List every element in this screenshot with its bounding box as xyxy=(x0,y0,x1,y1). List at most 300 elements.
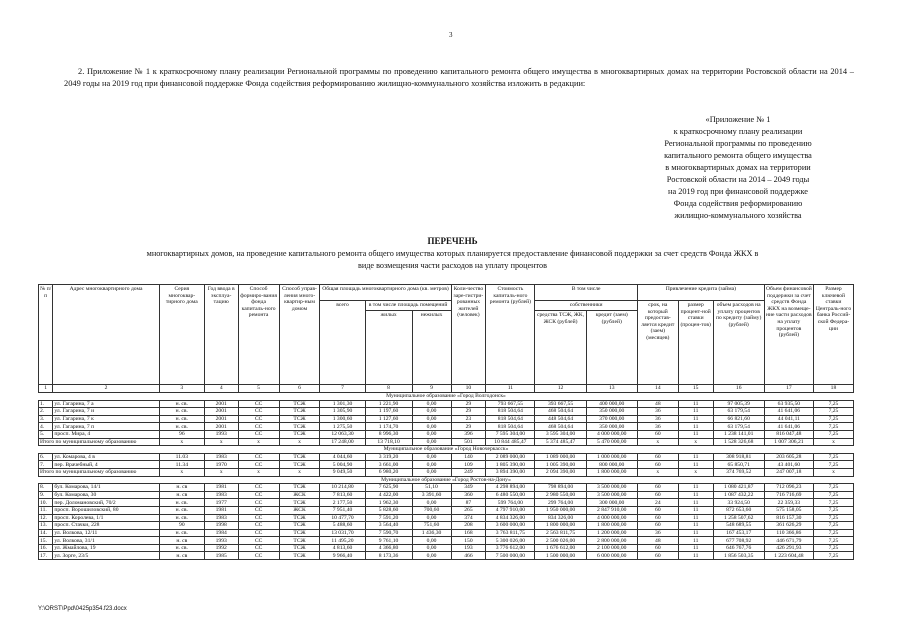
table-cell: 48 xyxy=(637,400,678,408)
table-cell: н. св. xyxy=(159,499,204,507)
table-cell: 13 031,70 xyxy=(320,529,365,537)
appendix-note-line: капитального ремонта общего имущества xyxy=(664,151,812,160)
table-cell: 2001 xyxy=(204,400,238,408)
table-cell: 1 000 000,00 xyxy=(586,453,637,461)
table-cell: 300 000,00 xyxy=(586,499,637,507)
municipality-name: Муниципальное образование «Город Ростов-на-Дону» xyxy=(39,476,854,484)
table-cell: 11 xyxy=(678,537,713,545)
table-cell: 1 950 000,00 xyxy=(535,506,586,514)
appendix-note-line: на 2019 год при финансовой поддержке xyxy=(668,187,808,196)
table-cell: 4 813,60 xyxy=(320,544,365,552)
table-cell: 0,00 xyxy=(412,499,451,507)
table-cell: 2 563 811,75 xyxy=(535,529,586,537)
table-row xyxy=(39,430,854,438)
table-cell: ТСЖ xyxy=(279,484,320,492)
table-cell: 0,00 xyxy=(412,430,451,438)
table-cell: 1984 xyxy=(204,529,238,537)
table-cell: 4 422,00 xyxy=(365,491,412,499)
table-cell: 1 805 390,00 xyxy=(486,461,535,469)
table-cell: 468 504,64 xyxy=(535,423,586,431)
table-cell: н. св. xyxy=(159,506,204,514)
col-header-credit: кредит (заем) (рублей) xyxy=(586,311,637,385)
table-cell: 7,25 xyxy=(813,408,853,416)
table-cell: 548 689,55 xyxy=(713,522,764,530)
subtotal-row xyxy=(39,438,854,446)
table-cell: 4 797 910,00 xyxy=(486,506,535,514)
table-cell: 208 xyxy=(451,522,486,530)
table-cell: СС xyxy=(238,461,279,469)
table-cell: н. св xyxy=(159,484,204,492)
col-header-area-all: всего xyxy=(320,301,365,385)
col-header-cost: Стоимость капиталь-ного ремонта (рублей) xyxy=(486,285,535,385)
table-cell: 6 980,20 xyxy=(365,468,412,476)
table-cell: ул. Гагарина, 7 а xyxy=(53,400,159,408)
table-cell: 350 000,00 xyxy=(586,423,637,431)
table-cell: 48 xyxy=(637,537,678,545)
table-cell: 5 300 026,00 xyxy=(486,537,535,545)
column-number: 18 xyxy=(813,385,853,393)
table-cell: 1 007 306,21 xyxy=(764,438,813,446)
table-cell: 400 000,00 xyxy=(586,400,637,408)
column-number: 2 xyxy=(53,385,159,393)
table-cell: 2 100 000,00 xyxy=(586,544,637,552)
table-cell: просп. Мира, 4 xyxy=(53,430,159,438)
table-cell: 60 xyxy=(637,506,678,514)
table-row xyxy=(39,453,854,461)
table-cell: 1. xyxy=(39,400,53,408)
table-cell: 29 xyxy=(451,423,486,431)
appendix-note-line: в многоквартирных домах на территории xyxy=(665,163,811,172)
table-cell: x xyxy=(678,468,713,476)
table-row xyxy=(39,552,854,560)
table-cell: 1998 xyxy=(204,522,238,530)
table-cell: x xyxy=(204,438,238,446)
table-cell: пер. Врачебный, 4 xyxy=(53,461,159,469)
table-cell: 0,00 xyxy=(412,552,451,560)
table-cell: 43 401,60 xyxy=(764,461,813,469)
table-cell: СС xyxy=(238,506,279,514)
municipality-row xyxy=(39,393,854,401)
table-cell: 0,00 xyxy=(412,423,451,431)
table-cell: 11 xyxy=(678,423,713,431)
table-cell: 1 962,30 xyxy=(365,499,412,507)
col-header-interest: объем расходов на уплату процентов по кредиту (займу) (рублей) xyxy=(713,301,764,385)
table-cell: 1 197,60 xyxy=(365,408,412,416)
table-cell: 11 xyxy=(678,529,713,537)
table-cell: н. св xyxy=(159,491,204,499)
table-cell: 0,00 xyxy=(412,400,451,408)
col-header-rate: размер процент-ной ставки (процен-тов) xyxy=(678,301,713,385)
table-cell: ТСЖ xyxy=(279,544,320,552)
table-row xyxy=(39,484,854,492)
column-number: 17 xyxy=(764,385,813,393)
column-numbers-row xyxy=(39,385,854,393)
table-cell: 1 275,50 xyxy=(320,423,365,431)
table-cell: СС xyxy=(238,537,279,545)
table-cell: СС xyxy=(238,453,279,461)
table-cell: 1 089 000,00 xyxy=(535,453,586,461)
table-cell: 11 xyxy=(678,430,713,438)
table-cell: 3 500 000,00 xyxy=(586,484,637,492)
table-cell: СС xyxy=(238,408,279,416)
table-cell: 6 480 550,00 xyxy=(486,491,535,499)
table-cell: 140 xyxy=(451,453,486,461)
table-cell: бул. Комарова, 14/1 xyxy=(53,484,159,492)
appendix-note xyxy=(630,114,846,222)
table-cell: 700,60 xyxy=(412,506,451,514)
houses-table xyxy=(38,284,854,560)
table-cell: 1 223 604,48 xyxy=(764,552,813,560)
municipality-name: Муниципальное образование «Город Волгодонск» xyxy=(39,393,854,401)
list-subtitle: многоквартирных домов, на проведение капитального ремонта общего имущества которых планируется предоставление финансовой поддержки за счет средств Фонда ЖКХ в виде возмещения части расходов на уплату процентов xyxy=(146,249,759,270)
column-number: 4 xyxy=(204,385,238,393)
table-cell: 63 179,54 xyxy=(713,408,764,416)
table-cell: 446 671,79 xyxy=(764,537,813,545)
table-cell: 60 xyxy=(637,552,678,560)
table-cell: 5 488,60 xyxy=(320,522,365,530)
table-row xyxy=(39,522,854,530)
table-cell: x xyxy=(637,468,678,476)
table-cell: ЖСК xyxy=(279,506,320,514)
table-cell: 426 291,93 xyxy=(764,544,813,552)
subtotal-label: Итого по муниципальному образованию xyxy=(39,468,160,476)
table-cell: 9 761,10 xyxy=(365,537,412,545)
table-cell: ул. Зорге, 23/5 xyxy=(53,552,159,560)
table-cell: 4 366,80 xyxy=(365,544,412,552)
table-cell: 818 504,64 xyxy=(486,423,535,431)
table-cell: x xyxy=(279,468,320,476)
table-cell: 17. xyxy=(39,552,53,560)
table-cell: 2 094 390,00 xyxy=(535,468,586,476)
table-cell: 168 xyxy=(451,529,486,537)
table-cell: 468 504,64 xyxy=(535,408,586,416)
table-cell: 5 004,90 xyxy=(320,461,365,469)
table-cell: 6. xyxy=(39,453,53,461)
table-cell: 11 xyxy=(678,408,713,416)
table-cell: ул. Волкова, 12/11 xyxy=(53,529,159,537)
col-header-residents: Коли-чество заре-гистри-рованных жителей (человек) xyxy=(451,285,486,385)
table-cell: 150 xyxy=(451,537,486,545)
table-cell: 1 301,30 xyxy=(320,400,365,408)
table-cell: 60 xyxy=(637,514,678,522)
table-cell: 41 641,06 xyxy=(764,423,813,431)
table-cell: 5 374 485,47 xyxy=(535,438,586,446)
col-header-mgmt-method: Способ управ-ления много-квартир-ным домом xyxy=(279,285,320,385)
col-header-incl-group: В том числе xyxy=(535,285,637,301)
appendix-note-line: Ростовской области на 2014 – 2049 годы xyxy=(666,175,810,184)
subtotal-label: Итого по муниципальному образованию xyxy=(39,438,160,446)
table-cell: СС xyxy=(238,484,279,492)
table-cell: 6 000 000,00 xyxy=(586,552,637,560)
table-row xyxy=(39,499,854,507)
col-header-year: Год ввода в эксплуа-тацию xyxy=(204,285,238,385)
table-cell: 0,00 xyxy=(412,514,451,522)
table-cell: 7,25 xyxy=(813,491,853,499)
column-number: 1 xyxy=(39,385,53,393)
table-cell: x xyxy=(159,438,204,446)
table-cell: 63 935,50 xyxy=(764,400,813,408)
table-cell: ТСЖ xyxy=(279,423,320,431)
table-cell: 816 047,48 xyxy=(764,430,813,438)
table-cell: пер. Доломановский, 70/2 xyxy=(53,499,159,507)
col-header-area-nonliving: нежилых xyxy=(412,311,451,385)
table-cell: ЖСК xyxy=(279,491,320,499)
table-cell: 11 xyxy=(678,499,713,507)
table-cell: 10 844 485,47 xyxy=(486,438,535,446)
table-cell: 60 xyxy=(637,522,678,530)
table-cell: ТСЖ xyxy=(279,400,320,408)
table-cell: 4 000 000,00 xyxy=(586,430,637,438)
table-cell: ТСЖ xyxy=(279,415,320,423)
table-cell: 7 595 304,00 xyxy=(486,430,535,438)
table-cell: 1992 xyxy=(204,544,238,552)
table-cell: 7,25 xyxy=(813,499,853,507)
table-cell: 4. xyxy=(39,423,53,431)
table-cell: 308 918,81 xyxy=(713,453,764,461)
table-cell: СС xyxy=(238,552,279,560)
table-cell: x xyxy=(279,438,320,446)
table-cell: 466 xyxy=(451,552,486,560)
table-cell: 0,00 xyxy=(412,453,451,461)
table-cell: 36 xyxy=(637,415,678,423)
table-cell: 7,25 xyxy=(813,484,853,492)
table-cell: просп. Стачки, 228 xyxy=(53,522,159,530)
table-row xyxy=(39,461,854,469)
table-row xyxy=(39,529,854,537)
table-cell: 1 300,60 xyxy=(320,415,365,423)
table-cell: 7,25 xyxy=(813,453,853,461)
table-cell: 816 157,30 xyxy=(764,514,813,522)
table-cell: СС xyxy=(238,423,279,431)
table-cell: 393 667,55 xyxy=(535,400,586,408)
column-number: 10 xyxy=(451,385,486,393)
table-cell: ТСЖ xyxy=(279,537,320,545)
table-row xyxy=(39,506,854,514)
appendix-note-line: «Приложение № 1 xyxy=(705,115,771,124)
table-cell: 360 xyxy=(451,491,486,499)
appendix-note-line: Региональной программы по проведению xyxy=(664,139,812,148)
column-number: 15 xyxy=(678,385,713,393)
table-cell: 87 xyxy=(451,499,486,507)
table-cell: ТСЖ xyxy=(279,514,320,522)
table-cell: СС xyxy=(238,522,279,530)
table-cell: 15. xyxy=(39,537,53,545)
table-cell: просп. Ворошиловский, 80 xyxy=(53,506,159,514)
table-cell: 5 470 000,00 xyxy=(586,438,637,446)
table-cell: 2001 xyxy=(204,423,238,431)
column-number: 13 xyxy=(586,385,637,393)
table-cell: 13 718,10 xyxy=(365,438,412,446)
table-cell: 1993 xyxy=(204,430,238,438)
table-cell: 798 894,00 xyxy=(535,484,586,492)
table-cell: ул. Гагарина, 7 к xyxy=(53,415,159,423)
table-cell: 350 000,00 xyxy=(586,408,637,416)
table-cell: н. св. xyxy=(159,423,204,431)
table-row xyxy=(39,514,854,522)
table-cell: 7,25 xyxy=(813,522,853,530)
table-cell: 3 763 811,75 xyxy=(486,529,535,537)
intro-paragraph: 2. Приложение № 1 к краткосрочному плану реализации Региональной программы по проведению капитального ремонта общего имущества в многоквартирных домах на территории Ростовской области на 2014 – 2049 годы на 2019 год при финансовой поддержке Фонда содействия реформированию жилищно-коммунального хозяйства изложить в редакции: xyxy=(64,67,854,89)
table-cell: 7 813,60 xyxy=(320,491,365,499)
table-cell: 51,10 xyxy=(412,484,451,492)
table-cell: 3 776 612,00 xyxy=(486,544,535,552)
table-cell: 1 676 612,00 xyxy=(535,544,586,552)
table-cell: 167 453,17 xyxy=(713,529,764,537)
table-cell: 110 366,86 xyxy=(764,529,813,537)
table-cell: 1 436,30 xyxy=(412,529,451,537)
table-cell: 1 087 432,22 xyxy=(713,491,764,499)
table-cell: 793 667,55 xyxy=(486,400,535,408)
table-cell: 10 477,70 xyxy=(320,514,365,522)
table-cell: 23 xyxy=(451,415,486,423)
table-cell: 11 xyxy=(678,400,713,408)
table-cell: СС xyxy=(238,514,279,522)
column-number: 7 xyxy=(320,385,365,393)
table-cell: 1 800 000,00 xyxy=(535,522,586,530)
table-cell: 1993 xyxy=(204,537,238,545)
table-cell: x xyxy=(159,468,204,476)
table-cell: 2 500 026,00 xyxy=(535,537,586,545)
table-cell: 0,00 xyxy=(412,408,451,416)
table-row xyxy=(39,415,854,423)
table-cell: 0,00 xyxy=(412,537,451,545)
table-cell: 1983 xyxy=(204,514,238,522)
table-row xyxy=(39,423,854,431)
table-cell: 203 605,28 xyxy=(764,453,813,461)
table-cell: 7,25 xyxy=(813,552,853,560)
table-cell: просп. Королева, 1/1 xyxy=(53,514,159,522)
appendix-note-line: Фонда содействия реформированию xyxy=(673,199,803,208)
table-cell: 448 504,64 xyxy=(535,415,586,423)
table-cell: 1981 xyxy=(204,484,238,492)
table-cell: н. св. xyxy=(159,415,204,423)
table-cell: 29 xyxy=(451,400,486,408)
table-cell: 1977 xyxy=(204,499,238,507)
table-cell: 1 221,90 xyxy=(365,400,412,408)
table-cell: 1983 xyxy=(204,491,238,499)
table-cell: 7,25 xyxy=(813,544,853,552)
table-cell: 3 564,40 xyxy=(365,522,412,530)
table-cell: 11.34 xyxy=(159,461,204,469)
page-number: 3 xyxy=(449,31,453,39)
table-cell: 4 000 000,00 xyxy=(586,514,637,522)
table-cell: 7 590,70 xyxy=(365,529,412,537)
table-cell: 60 xyxy=(637,491,678,499)
table-cell: н. св. xyxy=(159,400,204,408)
col-header-support: Объем финансовой поддержки за счет средств Фонда ЖКХ на возмеще-ние части расходов на уплату процентов (рублей) xyxy=(764,285,813,385)
appendix-note-line: к краткосрочному плану реализации xyxy=(673,127,803,136)
table-cell: н. св xyxy=(159,552,204,560)
table-cell: 2001 xyxy=(204,415,238,423)
table-cell: 7,25 xyxy=(813,529,853,537)
col-header-area-living: жилых xyxy=(365,311,412,385)
col-header-series: Серия многоквар-тирного дома xyxy=(159,285,204,385)
table-cell: 193 xyxy=(451,544,486,552)
table-cell: 63 179,54 xyxy=(713,423,764,431)
col-header-area-in-that: в том числе площадь помещений xyxy=(365,301,451,311)
table-cell: ТСЖ xyxy=(279,461,320,469)
table-cell: 0,00 xyxy=(412,544,451,552)
table-cell: 11 xyxy=(678,491,713,499)
table-cell: x xyxy=(813,438,853,446)
table-cell: 7 500 000,00 xyxy=(486,552,535,560)
column-number: 16 xyxy=(713,385,764,393)
table-cell: x xyxy=(204,468,238,476)
table-cell: 3 661,00 xyxy=(365,461,412,469)
col-header-own-funds: собственники xyxy=(535,301,637,311)
table-cell: 265 xyxy=(451,506,486,514)
table-cell: н. св. xyxy=(159,544,204,552)
table-cell: ул. Гагарина, 7 п xyxy=(53,423,159,431)
table-cell: 800 000,00 xyxy=(586,461,637,469)
table-cell: 11.03 xyxy=(159,453,204,461)
table-cell: 1 127,60 xyxy=(365,415,412,423)
table-cell: 677 708,92 xyxy=(713,537,764,545)
column-number: 3 xyxy=(159,385,204,393)
table-cell: 8 173,36 xyxy=(365,552,412,560)
col-header-area-group: Общая площадь многоквартирного дома (кв. метров) xyxy=(320,285,451,301)
table-cell: ТСЖ xyxy=(279,430,320,438)
table-cell: ТСЖ xyxy=(279,552,320,560)
table-cell: 0,00 xyxy=(412,438,451,446)
table-cell: 3 600 000,00 xyxy=(486,522,535,530)
table-cell: 3 391,60 xyxy=(412,491,451,499)
table-cell: 818 504,64 xyxy=(486,415,535,423)
table-cell: 11 xyxy=(678,461,713,469)
table-cell: 7,25 xyxy=(813,400,853,408)
table-cell: 2. xyxy=(39,408,53,416)
table-cell: ул. Волкова, 31/1 xyxy=(53,537,159,545)
table-row xyxy=(39,544,854,552)
table-cell: 11. xyxy=(39,506,53,514)
table-cell: СС xyxy=(238,491,279,499)
table-cell: 2 980 550,00 xyxy=(535,491,586,499)
table-cell: 1 258 507,62 xyxy=(713,514,764,522)
table-cell: 11 xyxy=(678,522,713,530)
table-cell: 3 319,20 xyxy=(365,453,412,461)
table-cell: 818 504,64 xyxy=(486,408,535,416)
table-cell: 1 200 000,00 xyxy=(586,529,637,537)
column-number: 6 xyxy=(279,385,320,393)
column-number: 8 xyxy=(365,385,412,393)
table-cell: 249 xyxy=(451,468,486,476)
col-header-term: срок, на который предостав-ляется кредит (заем) (месяцев) xyxy=(637,301,678,385)
table-cell: 60 xyxy=(637,453,678,461)
subtotal-row xyxy=(39,468,854,476)
table-cell: 370 000,00 xyxy=(586,415,637,423)
table-cell: 7 625,90 xyxy=(365,484,412,492)
table-cell: 5 828,60 xyxy=(365,506,412,514)
table-cell: 2001 xyxy=(204,408,238,416)
column-number: 12 xyxy=(535,385,586,393)
table-cell: 10. xyxy=(39,499,53,507)
municipality-row xyxy=(39,476,854,484)
table-cell: 1 080 421,87 xyxy=(713,484,764,492)
table-cell: 11 xyxy=(678,514,713,522)
table-cell: 2 177,50 xyxy=(320,499,365,507)
table-cell: 24 xyxy=(637,499,678,507)
col-header-own-tsj: средства ТСЖ, ЖК, ЖСК (рублей) xyxy=(535,311,586,385)
table-cell: н. св xyxy=(159,537,204,545)
table-cell: 0,00 xyxy=(412,468,451,476)
table-cell: 11 xyxy=(678,484,713,492)
table-cell: 44 041,11 xyxy=(764,415,813,423)
table-cell: 9 049,50 xyxy=(320,468,365,476)
table-cell: 11 xyxy=(678,415,713,423)
municipality-row xyxy=(39,446,854,454)
table-cell: 646 767,76 xyxy=(713,544,764,552)
table-cell: 60 xyxy=(637,484,678,492)
